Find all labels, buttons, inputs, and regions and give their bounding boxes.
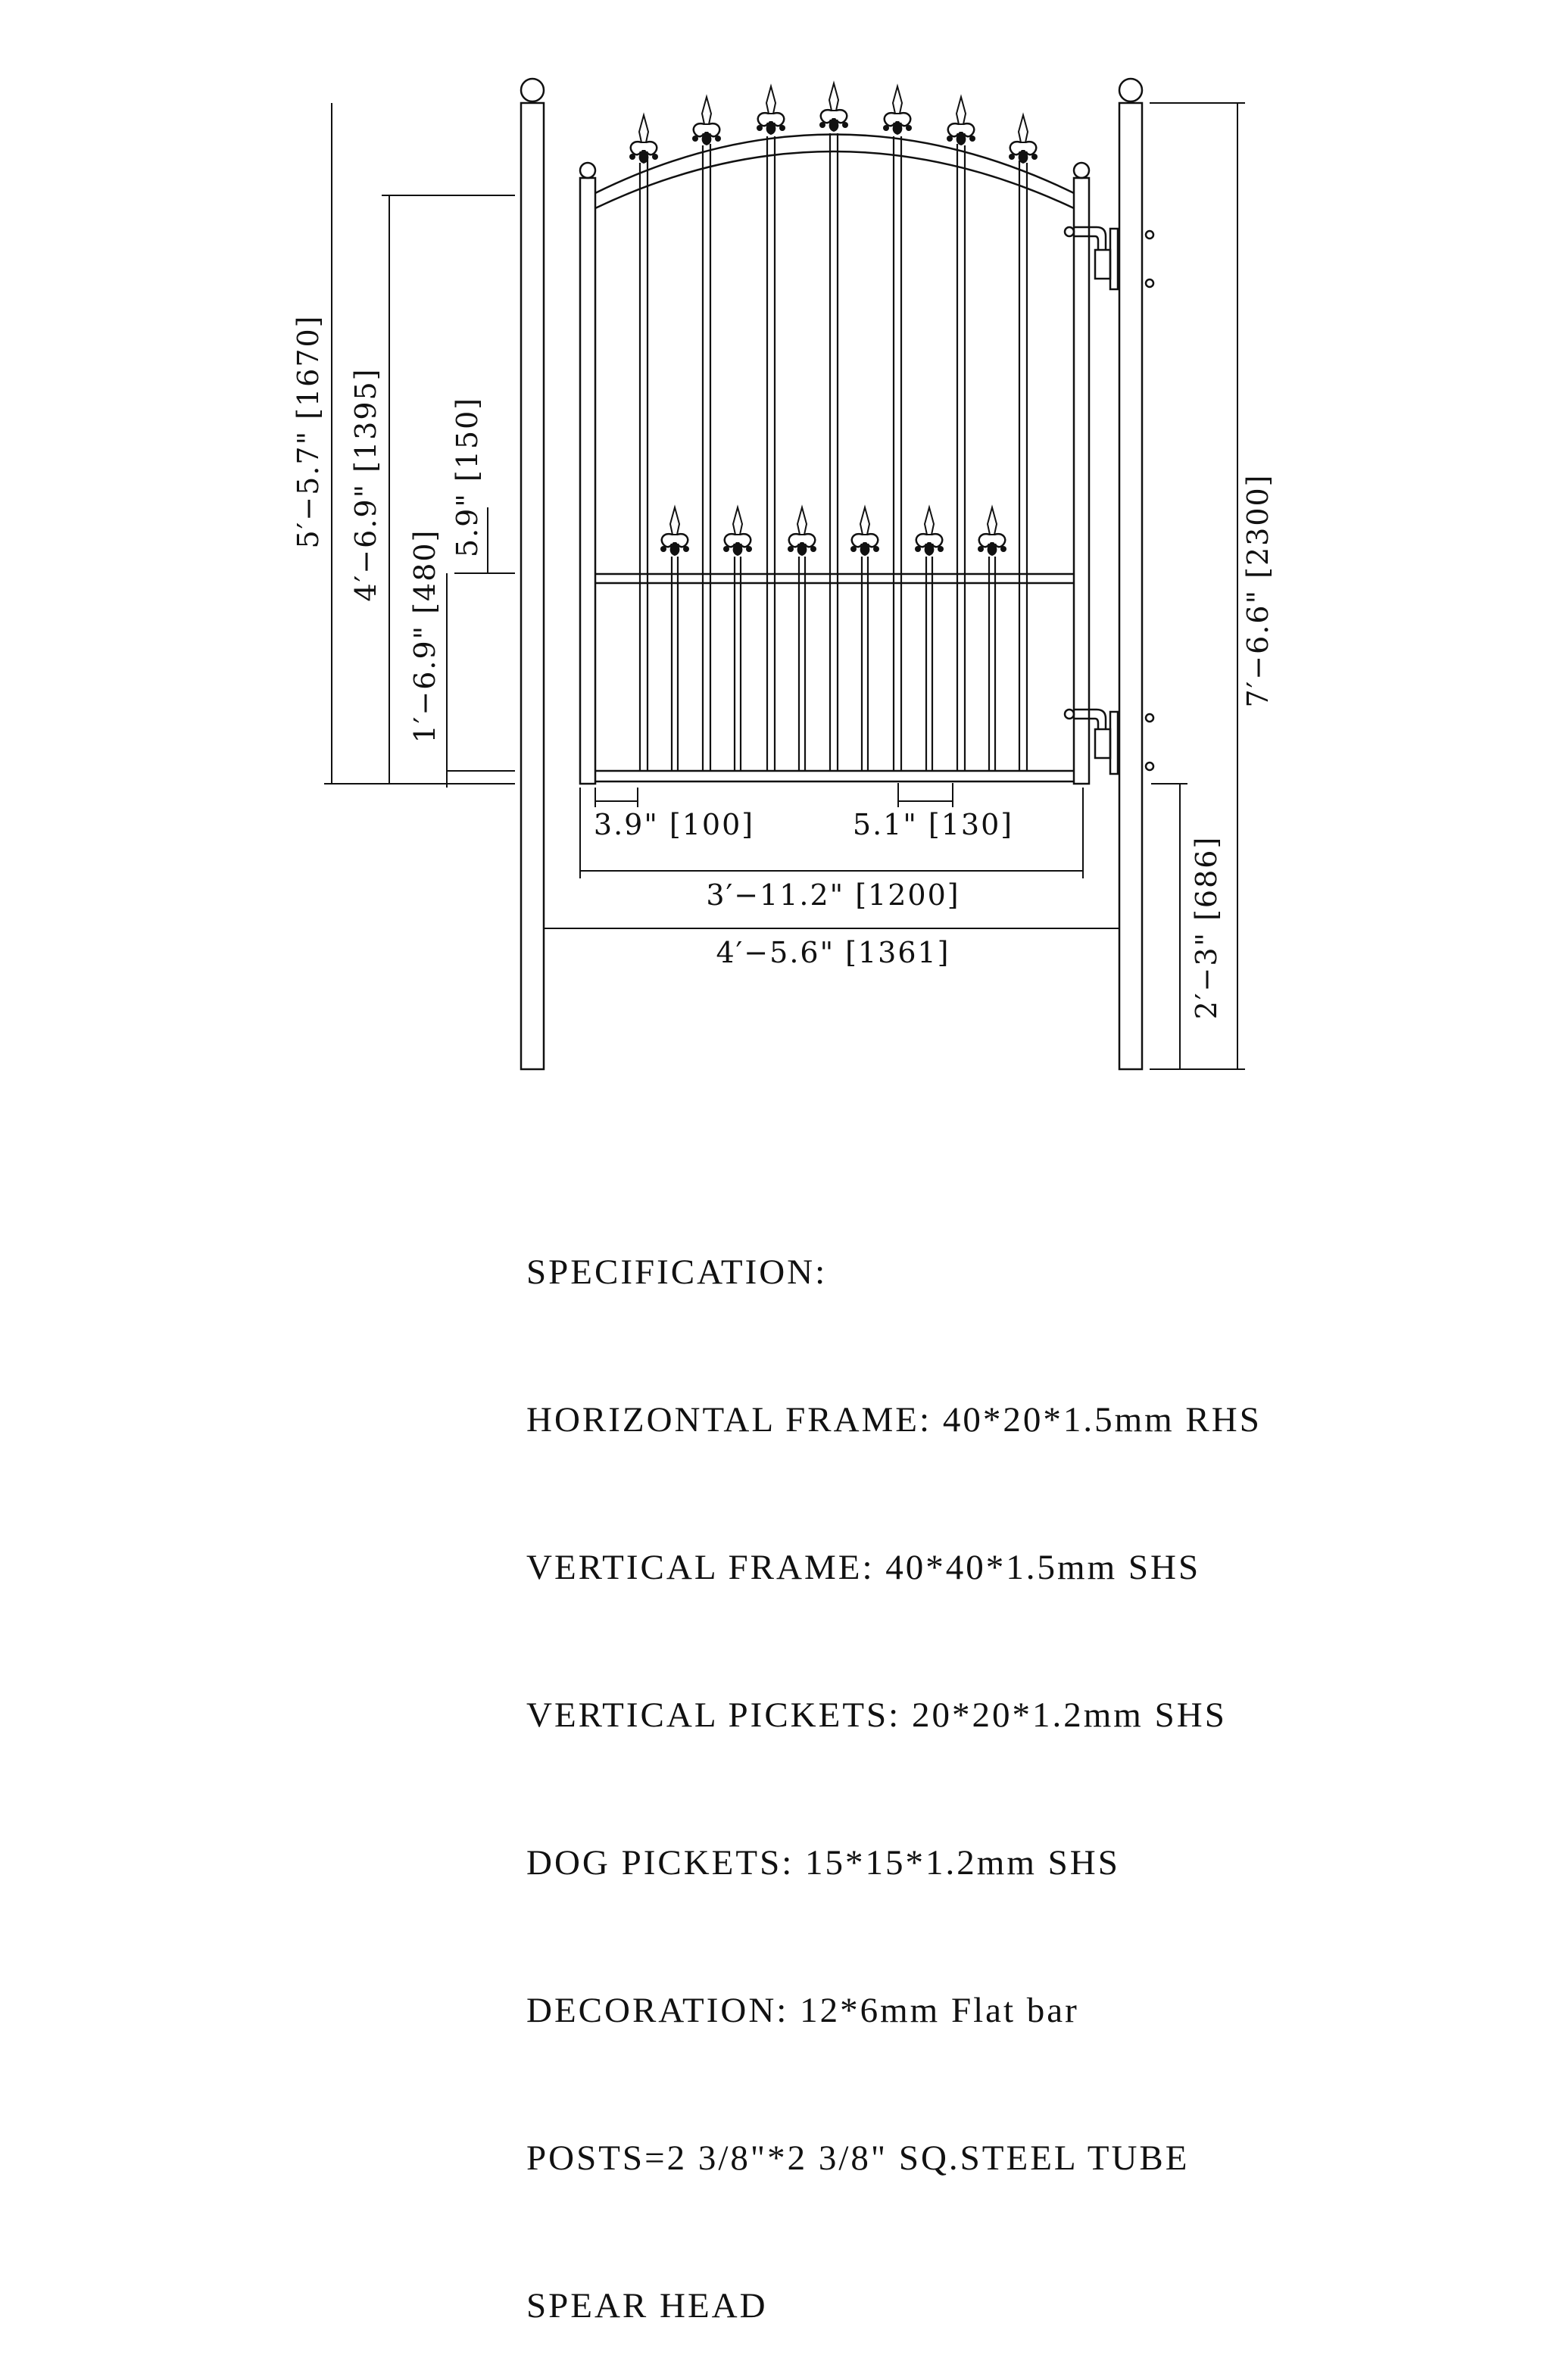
dim-dog-picket-height: 1′−6.9" [480] bbox=[408, 529, 442, 744]
spec-line-vertical-frame: VERTICAL FRAME: 40*40*1.5mm SHS bbox=[526, 1548, 1201, 1587]
spec-line-spear-head: SPEAR HEAD bbox=[526, 2286, 768, 2325]
dim-frame-gap: 3.9" [100] bbox=[593, 808, 755, 841]
spec-line-posts: POSTS=2 3/8"*2 3/8" SQ.STEEL TUBE bbox=[526, 2138, 1190, 2178]
left-post bbox=[521, 79, 544, 1069]
dim-picket-spacing: 5.1" [130] bbox=[852, 808, 1014, 841]
dim-gate-height: 4′−6.9" [1395] bbox=[349, 367, 382, 602]
spec-line-vertical-pickets: VERTICAL PICKETS: 20*20*1.2mm SHS bbox=[526, 1695, 1227, 1735]
dim-post-height: 7′−6.6" [2300] bbox=[1241, 473, 1275, 708]
spec-line-dog-pickets: DOG PICKETS: 15*15*1.2mm SHS bbox=[526, 1843, 1120, 1882]
gate-drawing bbox=[0, 0, 1551, 1106]
spec-heading: SPECIFICATION: bbox=[526, 1252, 828, 1292]
specification-block bbox=[526, 1149, 1511, 2380]
spec-line-horizontal-frame: HORIZONTAL FRAME: 40*20*1.5mm RHS bbox=[526, 1400, 1262, 1440]
dim-gate-width: 3′−11.2" [1200] bbox=[706, 878, 960, 912]
spec-line-decoration: DECORATION: 12*6mm Flat bar bbox=[526, 1991, 1079, 2030]
vertical-pickets bbox=[640, 133, 1027, 771]
dim-total-height: 5′−5.7" [1670] bbox=[292, 314, 325, 549]
gate-frame bbox=[580, 135, 1089, 784]
dim-overall-width: 4′−5.6" [1361] bbox=[716, 936, 950, 969]
dim-spear-height: 5.9" [150] bbox=[451, 396, 484, 558]
upper-hinge bbox=[1065, 227, 1153, 289]
dim-post-below-ground: 2′−3" [686] bbox=[1190, 835, 1223, 1020]
dog-spear-heads bbox=[660, 507, 1006, 556]
dimension-lines bbox=[324, 103, 1245, 1069]
lower-hinge bbox=[1065, 710, 1153, 774]
dog-pickets bbox=[672, 557, 995, 771]
right-post bbox=[1119, 79, 1142, 1069]
